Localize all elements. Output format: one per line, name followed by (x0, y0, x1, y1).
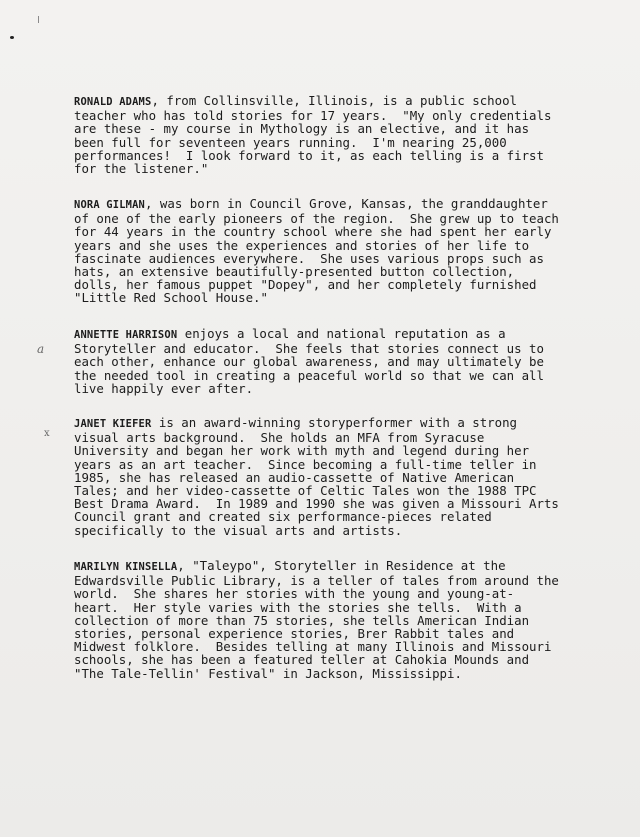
bio-name: NORA GILMAN (74, 199, 146, 211)
margin-mark-annette: a (37, 342, 45, 356)
bio-nora-gilman: NORA GILMAN, was born in Council Grove, Kansas, the granddaughter of one of the early pioneers of the region. She grew up to teach for 44 years in the country school where she had spent her early years and she uses the experiences and stories of her life to fascinate audiences everywhere. She uses various props such as hats, an extensive beautifully-presented button collection, dolls, her famous puppet "Dopey", and her completely furnished "Little Red School House." (74, 196, 559, 306)
bio-janet-kiefer: JANET KIEFER is an award-winning storyperformer with a strong visual arts background. She holds an MFA from Syracuse University and began her work with myth and legend during her years as an art teacher. Since becoming a full-time teller in 1985, she has released an audio-cassette of Native American Tales; and her video-cassette of Celtic Tales won the 1988 TPC Best Drama Award. In 1989 and 1990 she was given a Missouri Arts Council grant and created six performance-pieces related specifically to the visual arts and artists. (74, 415, 559, 538)
bio-name: RONALD ADAMS (74, 96, 152, 108)
scan-tick-mark (38, 16, 39, 23)
bio-ronald-adams: RONALD ADAMS, from Collinsville, Illinois, is a public school teacher who has told stories for 17 years. "My only credentials are these - my course in Mythology is an elective, and it has been full for seventeen years running. I'm nearing 25,000 performances! I look forward to it, as each telling is a first for the listener." (74, 93, 552, 177)
bio-name: JANET KIEFER (74, 418, 152, 430)
scan-dot-mark (10, 36, 14, 39)
bio-annette-harrison: ANNETTE HARRISON enjoys a local and national reputation as a Storyteller and educator. She feels that stories connect us to each other, enhance our global awareness, and may ultimately be the needed tool in creating a peaceful world so that we can all live happily ever after. (74, 326, 544, 396)
bio-name: MARILYN KINSELLA (74, 561, 178, 573)
margin-mark-janet: x (44, 428, 50, 439)
bio-marilyn-kinsella: MARILYN KINSELLA, "Taleypo", Storyteller in Residence at the Edwardsville Public Library, is a teller of tales from around the world. She shares her stories with the young and young-at- heart. Her style varies with the stories she tells. With a collection of more than 75 stories, she tells American Indian stories, personal experience stories, Brer Rabbit tales and Midwest folklore. Besides telling at many Illinois and Missouri schools, she has been a featured teller at Cahokia Mounds and "The Tale-Tellin' Festival" in Jackson, Mississippi. (74, 558, 559, 681)
bio-name: ANNETTE HARRISON (74, 329, 178, 341)
